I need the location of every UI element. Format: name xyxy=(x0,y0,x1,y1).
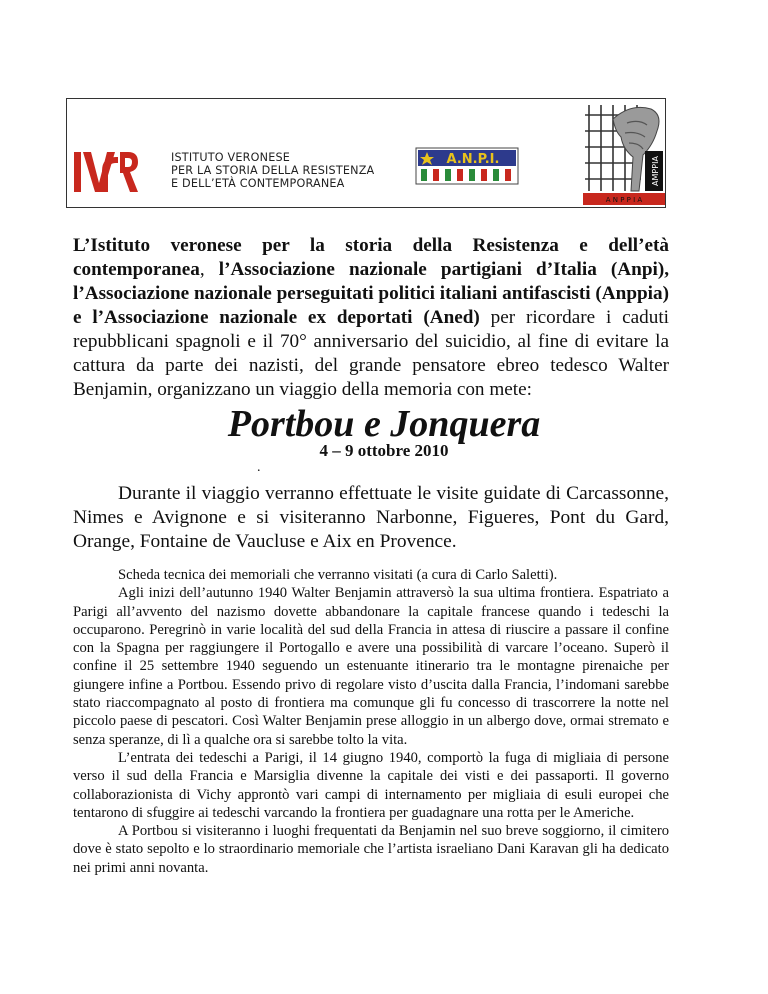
lead-text: Durante il viaggio verranno effettuate le visite guidate di Carcassonne, Nimes e Avignone e si visiteranno Narbonne, Figueres, Pont du Gard, Orange, Fontaine de Vaucluse e Aix en Provence. xyxy=(73,483,669,552)
intro-text: per ricordare i caduti repubblicani spagnoli e il 70° anniversario del suicidio, al fine di evitare la cattura da parte dei nazisti, del grande pensatore ebreo tedesco Walter Benjamin, organizzano un viaggio della memoria con mete: xyxy=(73,307,669,400)
trip-dates: 4 – 9 ottobre 2010 xyxy=(319,441,449,460)
ivrr-line-3: E DELL’ETÀ CONTEMPORANEA xyxy=(171,177,345,190)
svg-text:A.N.P.I.: A.N.P.I. xyxy=(446,152,500,167)
ivrr-institute-name xyxy=(171,151,374,190)
stray-dot: . xyxy=(257,460,261,475)
svg-text:AMPPIA: AMPPIA xyxy=(651,156,660,186)
sheet-paragraph-2: L’entrata dei tedeschi a Parigi, il 14 giugno 1940, comportò la fuga di migliaia di persone verso il sud della Francia e Marsiglia divenne la capitale dei visti e dei passaporti. Il governo collaborazionista di Vichy approntò vari campi di internamento per migliaia di esuli europei che tentarono di sfuggire ai tedeschi varcando la frontiera per guadagnare una rotta per le Americhe. xyxy=(73,749,669,821)
ivrr-line-2: PER LA STORIA DELLA RESISTENZA xyxy=(171,164,375,177)
ivrr-line-1: ISTITUTO VERONESE xyxy=(171,151,291,164)
lead-paragraph xyxy=(73,482,669,554)
anpi-logo xyxy=(415,147,519,185)
intro-organizers: l’Associazione nazionale partigiani d’Italia (Anpi), l’Associazione nazionale perseguitati politici italiani antifascisti (Anppia) e l’Associazione nazionale ex deportati (Aned) xyxy=(73,259,670,328)
memorial-sheet xyxy=(73,566,669,877)
sheet-heading: Scheda tecnica dei memoriali che verranno visitati (a cura di Carlo Saletti). xyxy=(118,567,558,583)
intro-separator: , xyxy=(199,259,219,280)
ivrr-logo xyxy=(72,149,138,195)
sheet-paragraph-1: Agli inizi dell’autunno 1940 Walter Benjamin attraversò la sua ultima frontiera. Espatriato a Parigi all’avvento del nazismo dovette abbandonare la capitale francese quando i tedeschi la occuparono. Peregrinò in varie località del sud della Francia in attesa di riuscire a passare il confine con la Spagna per raggiungere il Portogallo e avere una possibilità di varcare l’oceano. Superò il confine il 25 settembre 1940 seguendo un estenuante itinerario tra le montagne pirenaiche per giungere infine a Portbou. Essendo privo di regolare visto d’uscita dalla Francia, l’indomani sarebbe stato riaccompagnato al posto di frontiera ma comunque gli fu concesso di trascorrere la notte nel piccolo paese di pescatori. Così Walter Benjamin prese alloggio in un albergo dove, ormai stremato e senza speranze, di lì a qualche ora si sarebbe tolto la vita. xyxy=(73,585,669,748)
anppia-logo xyxy=(583,101,665,205)
intro-paragraph xyxy=(73,234,669,402)
intro-organizer-ivrr: L’Istituto veronese per la storia della Resistenza e dell’età contemporanea xyxy=(73,235,669,280)
trip-title: Portbou e Jonquera xyxy=(227,403,541,445)
svg-text:A N P P I A: A N P P I A xyxy=(605,196,643,204)
sheet-paragraph-3: A Portbou si visiteranno i luoghi frequentati da Benjamin nel suo breve soggiorno, il cimitero dove è stato sepolto e lo straordinario memoriale che l’artista israeliano Dani Karavan gli ha dedicato nei primi anni novanta. xyxy=(73,823,669,876)
logo-header xyxy=(66,98,666,208)
